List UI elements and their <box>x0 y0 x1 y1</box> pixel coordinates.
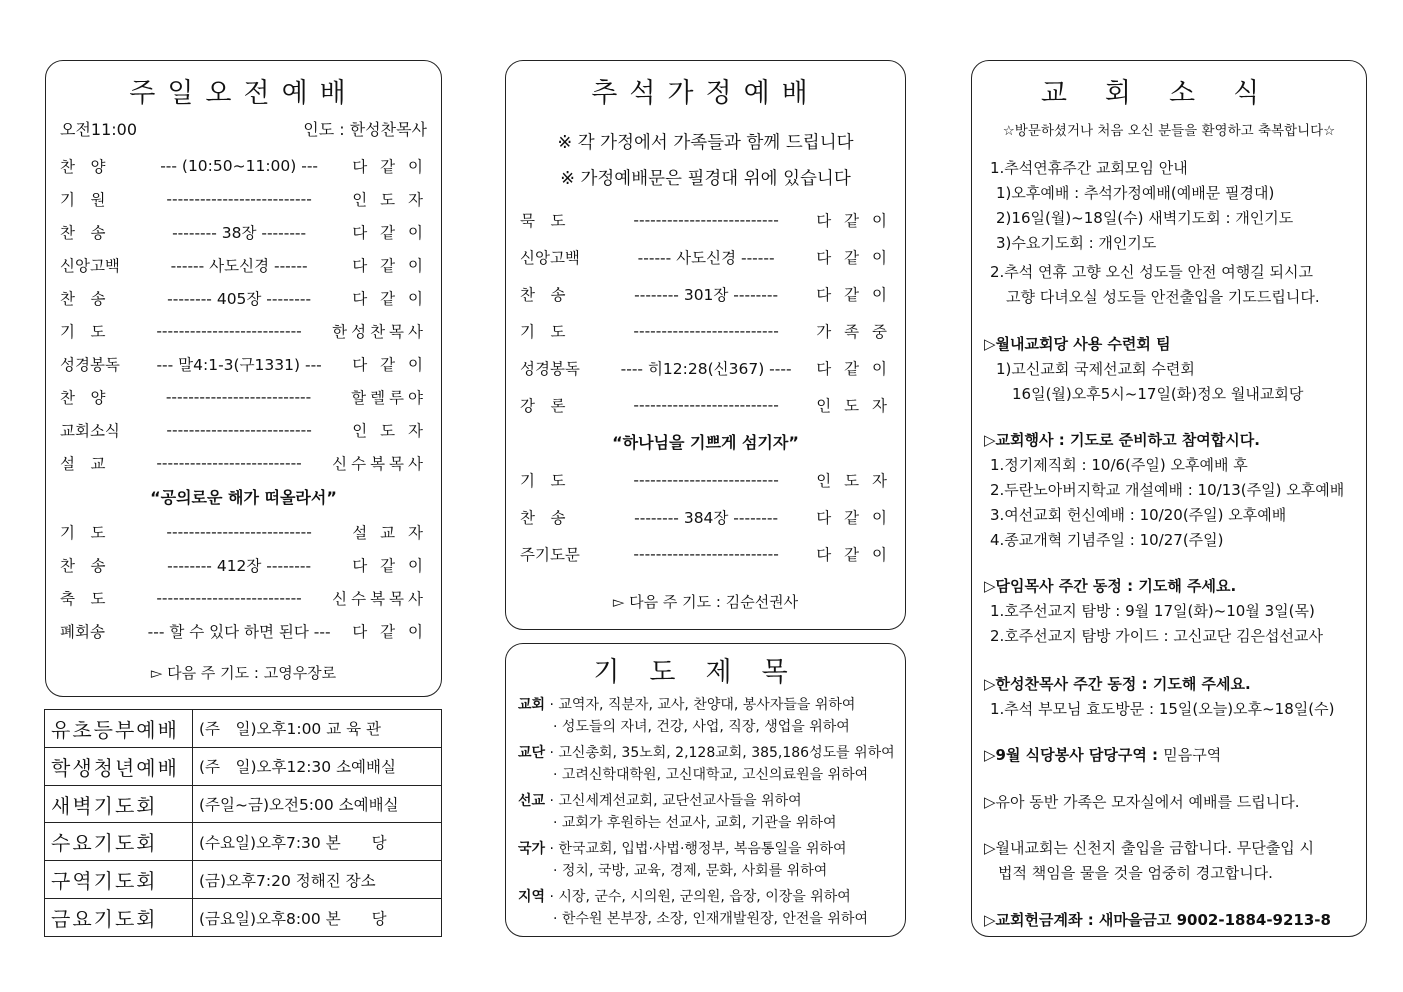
news-line: 2.추석 연휴 고향 오신 성도들 안전 여행길 되시고 <box>990 263 1313 281</box>
order-row <box>60 155 427 177</box>
news-line: ▷담임목사 주간 동정 : 기도해 주세요. <box>984 577 1237 595</box>
order-leader-line: ------ 사도신경 ------ <box>170 257 308 275</box>
order-person: 신수복목사 <box>332 590 427 608</box>
order-leader-line: -------------------------- <box>156 454 302 472</box>
order-person: 다 같 이 <box>352 257 427 275</box>
prayer-line <box>518 790 802 810</box>
order-row <box>60 254 427 276</box>
order-person: 한성찬목사 <box>332 323 427 341</box>
prayer-category: 교단 <box>518 745 546 761</box>
order-leader-line: -------------------------- <box>633 322 779 340</box>
prayer-category: 교회 <box>518 697 546 713</box>
order-person: 다 같 이 <box>816 546 891 564</box>
news-line: ▷9월 식당봉사 담당구역 : 믿음구역 <box>984 746 1222 764</box>
order-label: 신앙고백 <box>520 249 580 267</box>
news-line: 3)수요기도회 : 개인기도 <box>996 234 1157 252</box>
meeting-schedule-table <box>44 709 442 937</box>
order-leader-line: -------------------------- <box>166 523 312 541</box>
schedule-row <box>45 710 442 748</box>
schedule-name: 수요기도회 <box>45 823 193 861</box>
service-time: 오전11:00 <box>60 120 138 139</box>
sunday-worship-box <box>45 60 442 697</box>
schedule-detail: (주일~금)오전5:00 소예배실 <box>193 785 442 823</box>
schedule-row <box>45 785 442 823</box>
chuseok-worship-box <box>505 60 906 630</box>
order-person: 다 같 이 <box>816 286 891 304</box>
order-label: 성경봉독 <box>60 356 120 374</box>
order-leader-line: -------- 405장 -------- <box>167 290 312 308</box>
order-label: 찬 송 <box>60 557 106 575</box>
news-line: ▷교회행사 : 기도로 준비하고 참여합시다. <box>984 431 1260 449</box>
order-label: 축 도 <box>60 590 106 608</box>
schedule-name: 학생청년예배 <box>45 747 193 785</box>
order-leader-line: -------------------------- <box>633 545 779 563</box>
schedule-row <box>45 823 442 861</box>
news-line: ▷월내교회는 신천지 출입을 금합니다. 무단출입 시 <box>984 839 1314 857</box>
order-label: 기 도 <box>60 524 106 542</box>
news-line: 1.호주선교지 탐방 : 9월 17일(화)~10월 3일(목) <box>990 602 1315 620</box>
schedule-detail: (주 일)오후12:30 소예배실 <box>193 747 442 785</box>
chuseok-note-1: ※ 각 가정에서 가족들과 함께 드립니다 <box>557 133 854 153</box>
order-label: 기 도 <box>520 323 566 341</box>
order-row <box>520 320 891 342</box>
order-person: 다 같 이 <box>352 557 427 575</box>
schedule-name: 금요기도회 <box>45 899 193 937</box>
order-row <box>60 554 427 576</box>
news-line-extra: 믿음구역 <box>1163 746 1222 764</box>
order-label: 찬 송 <box>520 286 566 304</box>
order-person: 다 같 이 <box>352 158 427 176</box>
order-label: 묵 도 <box>520 212 566 230</box>
order-leader-line: -------------------------- <box>156 589 302 607</box>
order-leader-line: ---- 히12:28(신367) ---- <box>620 360 792 378</box>
order-row <box>520 394 891 416</box>
prayer-category: 지역 <box>518 889 546 905</box>
chuseok-sermon-title: “하나님을 기쁘게 섬기자” <box>612 433 799 452</box>
order-row <box>60 452 427 474</box>
prayer-topics-box <box>505 643 906 937</box>
order-row <box>520 283 891 305</box>
news-line: 2.두란노아버지학교 개설예배 : 10/13(주일) 오후예배 <box>990 481 1345 499</box>
news-line: 1)고신교회 국제선교회 수련회 <box>996 360 1195 378</box>
chuseok-next-prayer: ▻ 다음 주 기도 : 김순선권사 <box>612 593 799 611</box>
order-leader-line: -------------------------- <box>156 322 302 340</box>
prayer-line <box>518 694 855 714</box>
order-person: 다 같 이 <box>816 509 891 527</box>
news-line: 1.정기제직회 : 10/6(주일) 오후예배 후 <box>990 456 1248 474</box>
order-person: 인 도 자 <box>352 191 427 209</box>
order-label: 찬 양 <box>60 389 106 407</box>
order-person: 인 도 자 <box>816 472 891 490</box>
schedule-detail: (수요일)오후7:30 본 당 <box>193 823 442 861</box>
order-leader-line: --- (10:50~11:00) --- <box>160 157 319 175</box>
order-label: 찬 송 <box>60 290 106 308</box>
order-person: 다 같 이 <box>352 623 427 641</box>
prayer-line <box>518 838 847 858</box>
order-label: 찬 양 <box>60 158 106 176</box>
order-label: 설 교 <box>60 455 106 473</box>
order-label: 주기도문 <box>520 546 580 564</box>
service-leader: 인도 : 한성찬목사 <box>303 120 427 139</box>
news-line: 1.추석연휴주간 교회모임 안내 <box>990 159 1188 177</box>
order-leader-line: -------- 384장 -------- <box>634 509 779 527</box>
order-label: 찬 송 <box>60 224 106 242</box>
news-line: 2.호주선교지 탐방 가이드 : 고신교단 김은섭선교사 <box>990 627 1324 645</box>
order-person: 인 도 자 <box>816 397 891 415</box>
order-leader-line: -------- 301장 -------- <box>634 286 779 304</box>
order-person: 할렐루야 <box>351 389 427 407</box>
prayer-line <box>518 886 851 906</box>
news-line: 1.추석 부모님 효도방문 : 15일(오늘)오후~18일(수) <box>990 700 1335 718</box>
order-row <box>60 287 427 309</box>
prayer-text: · 시장, 군수, 시의원, 군의원, 읍장, 이장을 위하여 <box>545 889 851 905</box>
welcome-message: ☆방문하셨거나 처음 오신 분들을 환영하고 축복합니다☆ <box>1002 123 1336 139</box>
order-person: 다 같 이 <box>352 290 427 308</box>
news-line: 2)16일(월)~18일(수) 새벽기도회 : 개인기도 <box>996 209 1294 227</box>
order-row <box>60 353 427 375</box>
schedule-detail: (주 일)오후1:00 교 육 관 <box>193 710 442 748</box>
prayer-topics-title: 기도제목 <box>593 657 818 688</box>
order-row <box>60 620 427 642</box>
sermon-title: “공의로운 해가 떠올라서” <box>150 488 337 507</box>
news-line: ▷유아 동반 가족은 모자실에서 예배를 드립니다. <box>984 793 1300 811</box>
order-label: 찬 송 <box>520 509 566 527</box>
prayer-category: 선교 <box>518 793 546 809</box>
prayer-line: · 정치, 국방, 교육, 경제, 문화, 사회를 위하여 <box>553 863 828 879</box>
news-line: ▷교회헌금계좌 : 새마을금고 9002-1884-9213-8 <box>984 911 1331 929</box>
order-leader-line: -------------------------- <box>166 190 312 208</box>
order-person: 가 족 중 <box>816 323 891 341</box>
order-label: 폐회송 <box>60 623 105 641</box>
order-leader-line: --- 말4:1-3(구1331) --- <box>156 356 322 374</box>
order-row <box>60 587 427 609</box>
schedule-name: 구역기도회 <box>45 861 193 899</box>
prayer-line: · 성도들의 자녀, 건강, 사업, 직장, 생업을 위하여 <box>553 719 850 735</box>
order-label: 강 론 <box>520 397 566 415</box>
sunday-worship-title: 주일오전예배 <box>129 78 358 109</box>
schedule-detail: (금요일)오후8:00 본 당 <box>193 899 442 937</box>
prayer-category: 국가 <box>518 841 546 857</box>
order-row <box>60 320 427 342</box>
news-line: 4.종교개혁 기념주일 : 10/27(주일) <box>990 531 1224 549</box>
news-line: 16일(월)오후5시~17일(화)정오 월내교회당 <box>1012 385 1304 403</box>
chuseok-note-2: ※ 가정예배문은 필경대 위에 있습니다 <box>560 169 851 189</box>
news-line: 1)오후예배 : 추석가정예배(예배문 필경대) <box>996 184 1275 202</box>
order-row <box>60 188 427 210</box>
chuseok-worship-title: 추석가정예배 <box>591 78 820 109</box>
prayer-line: · 교회가 후원하는 선교사, 교회, 기관을 위하여 <box>553 815 837 831</box>
schedule-row <box>45 899 442 937</box>
order-row <box>60 386 427 408</box>
order-person: 다 같 이 <box>352 356 427 374</box>
order-person: 설 교 자 <box>352 524 427 542</box>
news-line: ▷한성찬목사 주간 동정 : 기도해 주세요. <box>984 675 1251 693</box>
order-row <box>520 469 891 491</box>
order-row <box>520 246 891 268</box>
order-leader-line: ------ 사도신경 ------ <box>637 249 775 267</box>
schedule-name: 새벽기도회 <box>45 785 193 823</box>
order-label: 교회소식 <box>60 422 120 440</box>
order-person: 신수복목사 <box>332 455 427 473</box>
church-news-box <box>971 60 1367 937</box>
order-label: 기 도 <box>60 323 106 341</box>
news-line: ▷월내교회당 사용 수련회 팀 <box>984 335 1171 353</box>
order-leader-line: -------------------------- <box>633 211 779 229</box>
order-row <box>520 209 891 231</box>
order-person: 다 같 이 <box>816 360 891 378</box>
prayer-line: · 고려신학대학원, 고신대학교, 고신의료원을 위하여 <box>553 767 869 783</box>
order-label: 성경봉독 <box>520 360 580 378</box>
order-leader-line: -------------------------- <box>165 388 312 406</box>
order-leader-line: -------------------------- <box>633 471 779 489</box>
order-row <box>520 506 891 528</box>
order-row <box>60 221 427 243</box>
prayer-text: · 교역자, 직분자, 교사, 찬양대, 봉사자들을 위하여 <box>545 697 856 713</box>
order-person: 다 같 이 <box>352 224 427 242</box>
order-row <box>520 357 891 379</box>
schedule-name: 유초등부예배 <box>45 710 193 748</box>
prayer-line: · 한수원 본부장, 소장, 인재개발원장, 안전을 위하여 <box>553 911 868 927</box>
order-label: 기 원 <box>60 191 106 209</box>
order-leader-line: -------------------------- <box>166 421 312 439</box>
order-leader-line: -------------------------- <box>633 396 779 414</box>
order-label: 신앙고백 <box>60 257 120 275</box>
order-row <box>60 419 427 441</box>
news-line: 3.여선교회 헌신예배 : 10/20(주일) 오후예배 <box>990 506 1287 524</box>
schedule-row <box>45 747 442 785</box>
church-news-title: 교회소식 <box>1040 78 1298 109</box>
order-row <box>520 543 891 565</box>
prayer-text: · 한국교회, 입법·사법·행정부, 복음통일을 위하여 <box>545 841 847 857</box>
prayer-text: · 고신총회, 35노회, 2,128교회, 385,186성도를 위하여 <box>545 745 895 761</box>
news-line: 고향 다녀오실 성도들 안전출입을 기도드립니다. <box>1006 288 1320 306</box>
next-week-prayer: ▻ 다음 주 기도 : 고영우장로 <box>150 664 337 682</box>
order-person: 다 같 이 <box>816 249 891 267</box>
order-person: 다 같 이 <box>816 212 891 230</box>
order-leader-line: --- 할 수 있다 하면 된다 --- <box>147 623 331 641</box>
schedule-row <box>45 861 442 899</box>
order-row <box>60 521 427 543</box>
order-leader-line: -------- 38장 -------- <box>172 224 307 242</box>
order-person: 인 도 자 <box>352 422 427 440</box>
news-line: 법적 책임을 물을 것을 엄중히 경고합니다. <box>998 864 1273 882</box>
prayer-text: · 고신세계선교회, 교단선교사들을 위하여 <box>545 793 802 809</box>
schedule-detail: (금)오후7:20 정해진 장소 <box>193 861 442 899</box>
order-leader-line: -------- 412장 -------- <box>167 557 312 575</box>
order-label: 기 도 <box>520 472 566 490</box>
prayer-line <box>518 742 895 762</box>
